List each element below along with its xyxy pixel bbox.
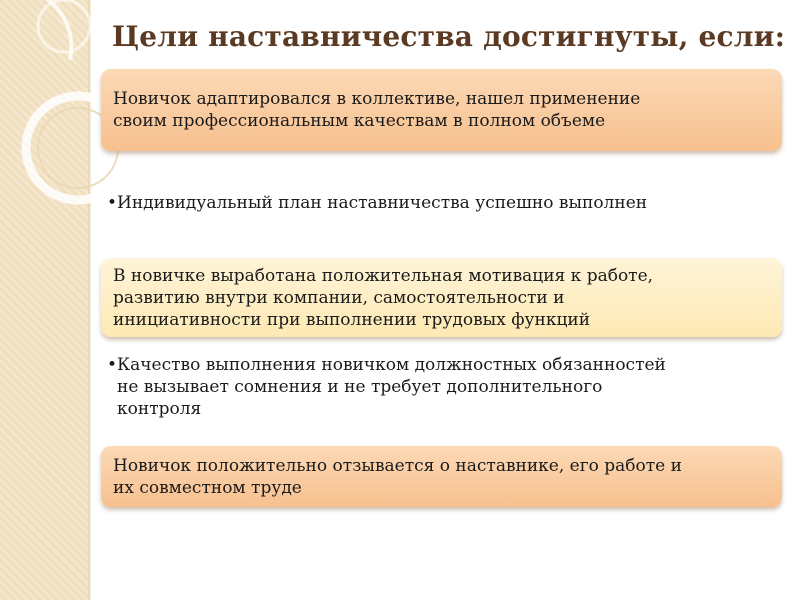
goal-box-feedback [101,446,782,507]
box-text-line: своим профессиональным качествам в полном объеме [113,111,606,131]
bullet-text-line: контроля [117,399,202,419]
bullet-marker: • [107,193,118,213]
bullet-text-line: Индивидуальный план наставничества успешно выполнен [117,193,648,213]
goal-bullet-plan [107,192,777,214]
box-text-line: их совместном труде [113,477,302,498]
box-text-line: Новичок положительно отзывается о наставнике, его работе и [113,455,682,476]
goal-box-adaptation [101,69,782,151]
slide-title: Цели наставничества достигнуты, если: [112,20,786,53]
bullet-text-line: не вызывает сомнения и не требует дополнительного [117,377,603,397]
box-text-line: инициативности при выполнении трудовых функций [113,309,591,330]
goal-bullet-quality [107,354,777,420]
bullet-text-line: Качество выполнения новичком должностных обязанностей [117,355,666,375]
bullet-marker: • [107,355,118,375]
box-text-line: Новичок адаптировался в коллективе, нашел применение [113,89,641,109]
box-text-line: В новичке выработана положительная мотивация к работе, [113,265,654,286]
box-text-line: развитию внутри компании, самостоятельности и [113,287,565,308]
goal-box-motivation [101,258,782,337]
